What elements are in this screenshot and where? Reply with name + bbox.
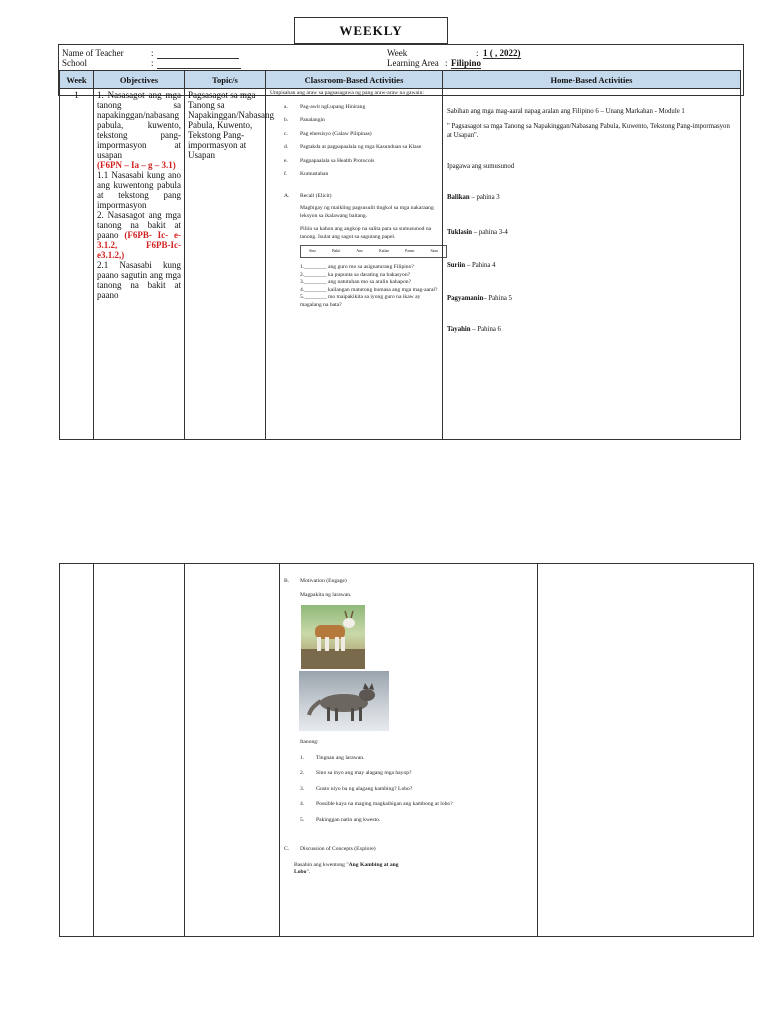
week-value: 1 ( , 2022) [483,48,521,58]
classroom-activities-cell [266,89,443,440]
activities-intro: Umpisahan ang araw sa pagsasagawa ng pang araw-araw na gawain: [270,90,424,96]
goat-icon [301,605,365,669]
routine-item: d. Pagtakda at pagpapaalala ng mga Kasunduan sa Klase [284,144,422,150]
itanong-label: Itanong: [300,739,319,745]
objectives-cell [94,564,185,937]
lesson-plan-table [59,70,741,440]
col-objectives: Objectives [94,71,185,89]
week-cell: 1 [60,89,94,440]
recall-directions: Piliin sa kahon ang angkop na salita para sa sumusunod na tanong. Isulat ang sagot sa sagutang papel. [300,226,432,240]
col-home-activities: Home-Based Activities [443,71,741,89]
competency-code-1: (F6PN – Ia – g – 3.1) [97,160,176,170]
home-task: Tuklasin – pahina 3-4 [447,229,508,236]
week-label: Week [387,48,408,58]
discussion-heading: C. Discussion of Concepts (Explore) [284,846,376,852]
col-topics: Topic/s [185,71,266,89]
routine-item: c. Pag ehersisyo (Galaw Pilipinas) [284,130,372,137]
topic-text: Pagsasagot sa mga Tanong sa Napakinggan/Nabasang Pabula, Kuwento, Tekstong Pang-impormasyon at Usapan [188,90,274,160]
col-classroom-activities: Classroom-Based Activities [266,71,443,89]
learning-area-value: Filipino [451,58,482,68]
motivation-question: 5. Pakinggan natin ang kwesto. [300,816,381,823]
motivation-heading: B. Motivation (Engage) [284,578,347,584]
objective-1-1: 1.1 Nasasabi kung ano ang kuwentong pabula at tekstong pang impormasyon [97,170,181,210]
recall-heading: A. Recall (Elicit) [284,192,332,199]
motivation-questions [284,755,533,825]
area-colon: : [445,58,448,68]
motivation-instruction: Magpakita ng larawan. [300,591,352,598]
recall-question: 1.________ ang guro mo sa asignaturang Filipino? [300,264,414,270]
home-instruction: Sabihan ang mga mag-aaral napag aralan ang Filipino 6 – Unang Markahan - Module 1 [447,108,685,115]
teacher-label: Name of Teacher [62,48,124,58]
discussion-instruction: Basahin ang kwentong "Ang Kambing at ang Lobo". [294,861,399,875]
home-task-intro: Ipagawa ang sumusunod [447,163,515,170]
col-week: Week [60,71,94,89]
module-title: " Pagsasagot sa mga Tanong sa Napakinggan/Nabasang Pabula, Kuwento, Tekstong Pang-impormasyon at Usapan". [447,123,730,139]
teacher-colon: : [151,48,154,58]
objective-1: 1. Nasasagot ang mga tanong sa napakinggan/nabasang pabula, kuwento, tekstong pang- impormasyon at usapan [97,90,181,160]
home-task: Pagyamanin– Pahina 5 [447,295,512,302]
motivation-question: 1. Tingnan ang larawan. [300,754,365,761]
school-label: School [62,58,88,68]
home-task: Suriin – Pahina 4 [447,262,496,269]
competency-code-2: (F6PB- Ic- e- 3.1.2, F6PB-Ic-e3.1.2,) [97,230,181,260]
motivation-question: 3. Gusto niyo ba ng alagang kambing? Lobo? [300,785,413,792]
recall-question: 3.________ ang natutuhan mo sa aralin kahapon? [300,279,412,285]
recall-instruction: Magbigay ng maikling pagsusulit tingkol sa mga nakaraang leksyon sa ikalawang baitang. [300,205,434,219]
motivation-question: 4. Possible kaya na maging magkaibigan ang kambong at lobo? [300,801,453,807]
school-blank [157,58,241,69]
objective-2-1: 2.1 Nasasabi kung paano sagutin ang mga tanong na bakit at paano [97,260,181,300]
recall-question: 4.________ kailangan matutong bumasa ang mga mag-aaral? [300,286,438,293]
routine-item: e. Pagpapaalala sa Health Protocols [284,157,375,164]
routine-list [270,104,438,179]
wolf-image [299,671,389,731]
document-title: WEEKLY [294,17,448,44]
word-choice-box: Sino Bakit Ano Kailan Paano Saan [300,245,447,258]
topic-cell [185,89,274,440]
motivation-question: 2. Sino sa inyo ang may alagang mga hayop? [300,770,412,776]
recall-questions [270,264,438,309]
home-task: Balikan – pahina 3 [447,194,500,201]
home-task: Tayahin – Pahina 6 [447,326,501,333]
recall-question: 2.________ ka pupunta sa darating na bakasyon? [300,271,411,278]
recall-question: 5.________ mo maipakikita sa iyong guro na ikaw ay magalang na bata? [300,294,421,308]
learning-area-label: Learning Area [387,58,439,68]
routine-item: b. Panalangin [284,117,325,123]
routine-item: a. Pag-awit ngLupang Hinirang [284,103,366,110]
objective-2: 2. Nasasagot ang mga tanong na bakit at paano [97,210,181,240]
objectives-cell [94,89,185,440]
routine-item: f. Kumustahan [284,171,329,177]
goat-image [301,605,365,669]
lesson-plan-table-continued [59,563,754,937]
home-activities-cell [538,564,754,937]
topic-cell [185,564,280,937]
home-activities-cell [443,89,741,440]
classroom-activities-cell [280,564,538,937]
wolf-icon [299,671,389,731]
school-colon: : [151,58,154,68]
story-title: Ang Kambing at ang Lobo [294,861,399,875]
week-cell [60,564,94,937]
week-colon: : [476,48,479,58]
